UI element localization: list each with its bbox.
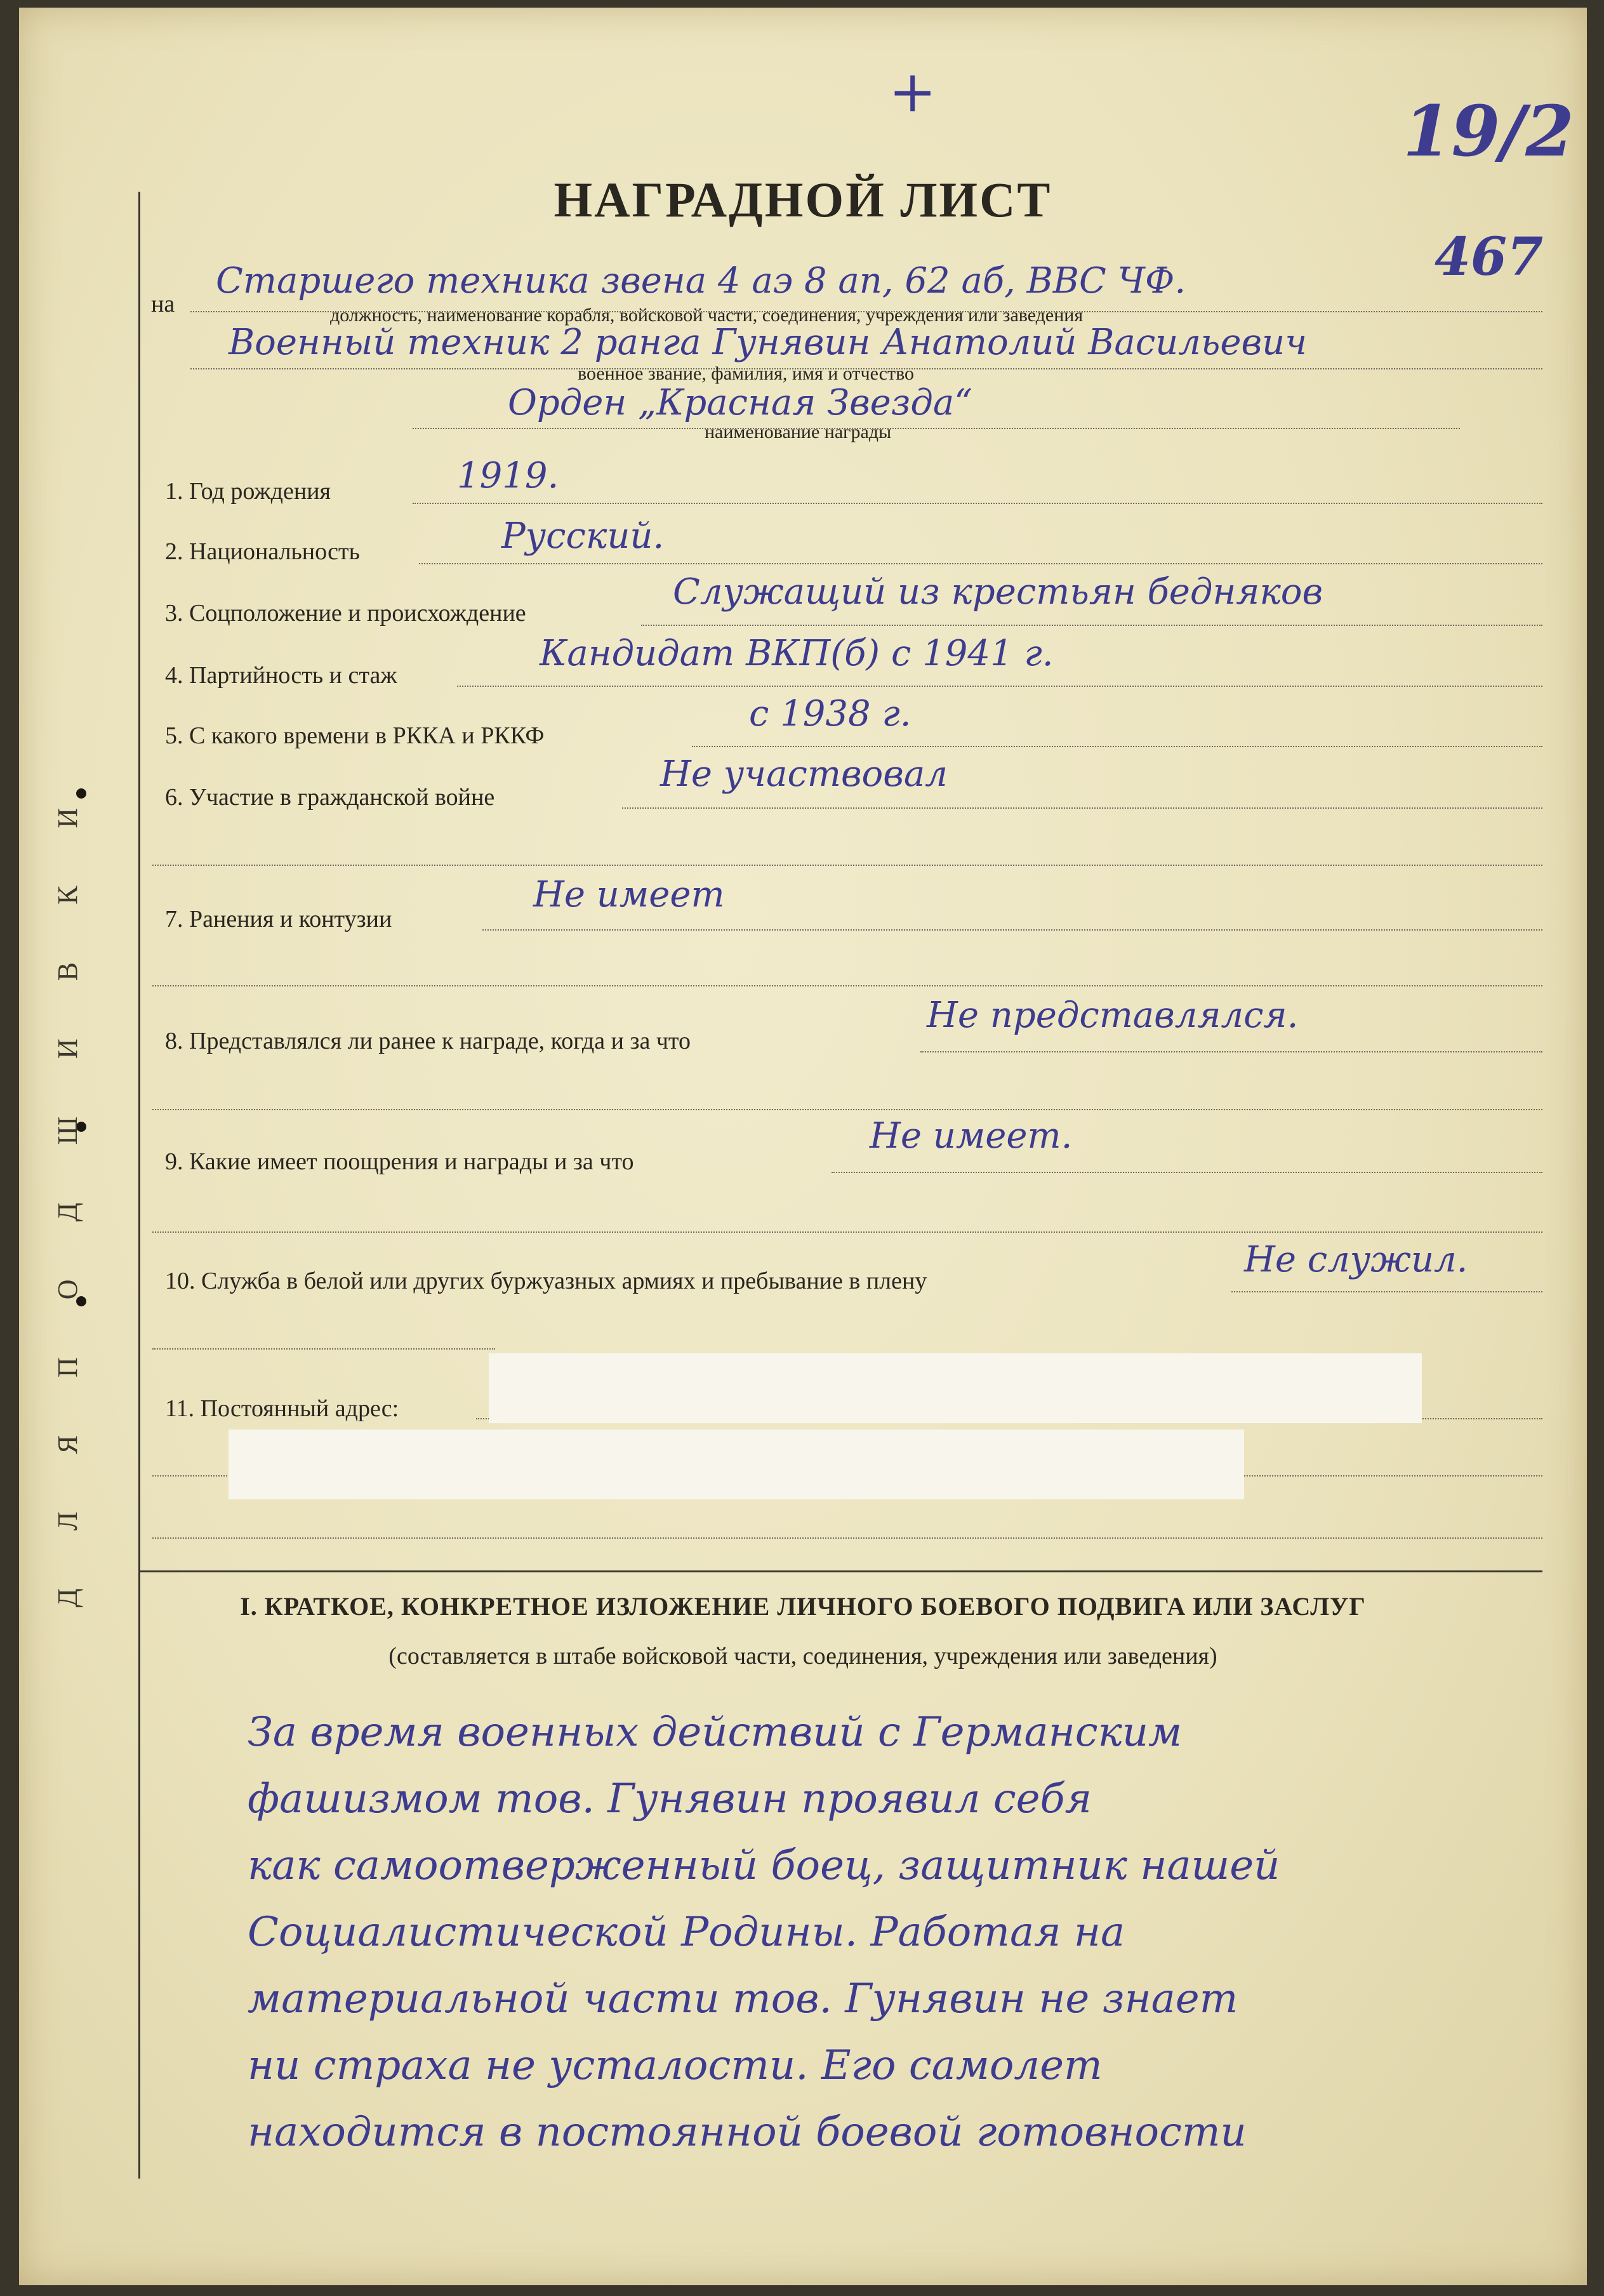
field-rule: [482, 929, 1542, 931]
corner-number: 19/2: [1403, 90, 1574, 172]
award-sheet: [19, 8, 1587, 2285]
position-value: Старшего техника звена 4 аэ 8 ап, 62 аб, ВВС ЧФ.: [216, 260, 1186, 302]
field-value-birth-year: 1919.: [457, 455, 559, 496]
field-label-honors: 9. Какие имеет поощрения и награды и за что: [165, 1148, 634, 1175]
field-rule-extra: [152, 1109, 1542, 1110]
award-caption: наименование награды: [705, 421, 892, 442]
field-label-address: 11. Постоянный адрес:: [165, 1395, 399, 1422]
field-label-previous-award: 8. Представлялся ли ранее к награде, когда и за что: [165, 1028, 691, 1054]
award-rule: [413, 428, 1460, 429]
field-rule-extra: [152, 1231, 1542, 1233]
field-rule: [457, 686, 1542, 687]
side-text: Д Л Я П О Д Ш И В К И: [52, 782, 84, 1607]
field-label-service-since: 5. С какого времени в РККА и РККФ: [165, 722, 545, 749]
field-rule-extra: [152, 985, 1542, 986]
top-mark: +: [889, 58, 937, 125]
narrative-line: как самоотверженный боец, защитник нашей: [248, 1842, 1280, 1889]
award-value: Орден „Красная Звезда“: [508, 382, 972, 423]
field-rule: [1231, 1291, 1542, 1292]
narrative-line: ни страха не усталости. Его самолет: [248, 2042, 1103, 2089]
field-rule: [692, 746, 1542, 747]
field-label-white-army: 10. Служба в белой или других буржуазных армиях и пребывание в плену: [165, 1268, 927, 1294]
field-value-nationality: Русский.: [501, 515, 665, 557]
address-redaction: [489, 1353, 1422, 1423]
field-label-wounds: 7. Ранения и контузии: [165, 906, 392, 932]
field-value-party: Кандидат ВКП(б) с 1941 г.: [540, 633, 1054, 674]
field-value-previous-award: Не представлялся.: [927, 995, 1299, 1036]
field-rule: [832, 1172, 1542, 1173]
address-redaction: [229, 1430, 1244, 1499]
field-value-social-origin: Служащий из крестьян бедняков: [673, 571, 1323, 613]
side-number: 467: [1435, 227, 1544, 288]
field-label-party: 4. Партийность и стаж: [165, 662, 397, 689]
field-rule: [920, 1051, 1542, 1052]
field-label-social-origin: 3. Соцположение и происхождение: [165, 600, 526, 627]
field-value-white-army: Не служил.: [1244, 1239, 1468, 1280]
field-rule-extra: [152, 865, 1542, 866]
field-label-nationality: 2. Национальность: [165, 538, 360, 565]
section-divider: [140, 1570, 1542, 1572]
field-value-honors: Не имеет.: [870, 1115, 1073, 1157]
narrative-line: фашизмом тов. Гунявин проявил себя: [248, 1775, 1092, 1822]
binding-margin-line: [138, 192, 140, 2179]
rank-caption: военное звание, фамилия, имя и отчество: [578, 363, 915, 384]
position-caption: должность, наименование корабля, войсковой части, соединения, учреждения или заведения: [330, 305, 1084, 326]
section-note: (составляется в штабе войсковой части, соединения, учреждения или заведения): [388, 1643, 1217, 1669]
narrative-line: материальной части тов. Гунявин не знает: [248, 1975, 1238, 2022]
na-label: на: [151, 291, 175, 317]
page-title: НАГРАДНОЙ ЛИСТ: [553, 172, 1052, 227]
field-value-service-since: с 1938 г.: [749, 693, 911, 734]
binding-side-label: [39, 763, 96, 1626]
field-rule-extra: [152, 1537, 1542, 1539]
field-label-birth-year: 1. Год рождения: [165, 478, 331, 505]
narrative-line: Социалистической Родины. Работая на: [248, 1909, 1125, 1956]
narrative-line: За время военных действий с Германским: [248, 1709, 1183, 1756]
field-rule: [419, 563, 1542, 564]
field-rule: [413, 503, 1542, 504]
section-heading: I. КРАТКОЕ, КОНКРЕТНОЕ ИЗЛОЖЕНИЕ ЛИЧНОГО БОЕВОГО ПОДВИГА ИЛИ ЗАСЛУГ: [240, 1592, 1366, 1621]
field-rule-extra: [152, 1348, 495, 1350]
field-value-wounds: Не имеет: [533, 874, 725, 915]
narrative-line: находится в постоянной боевой готовности: [248, 2109, 1247, 2156]
rank-name-value: Военный техник 2 ранга Гунявин Анатолий Васильевич: [229, 322, 1308, 363]
field-value-civil-war: Не участвовал: [660, 753, 948, 795]
field-rule: [641, 625, 1542, 626]
field-rule: [622, 807, 1542, 809]
field-label-civil-war: 6. Участие в гражданской войне: [165, 784, 495, 811]
